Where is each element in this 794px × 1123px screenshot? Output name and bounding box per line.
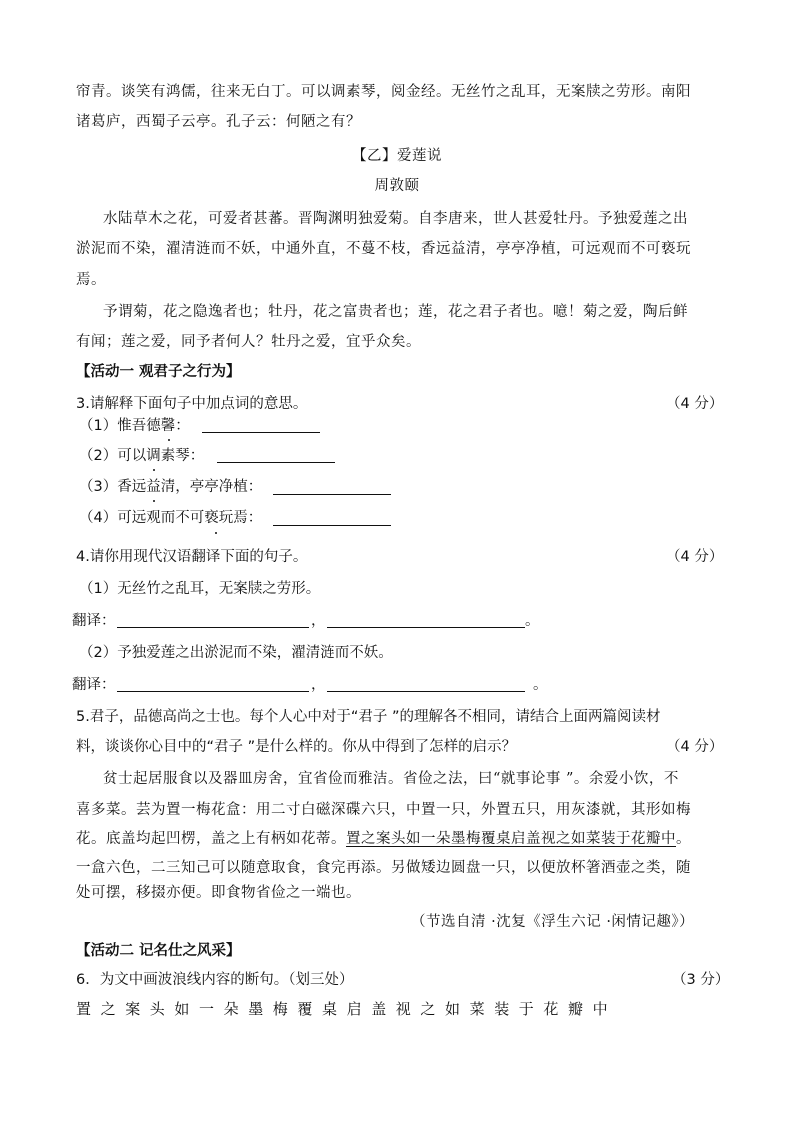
q4-prompt: 4.请你用现代汉语翻译下面的句子。 — [76, 549, 308, 565]
q4-period-2: 。 — [533, 677, 548, 693]
q4-score: （4 分） — [666, 549, 724, 565]
q4-item-1: （1）无丝竹之乱耳，无案牍之劳形。 — [79, 581, 321, 597]
passage-yi-p1-line1: 水陆草木之花，可爱者甚蕃。晋陶渊明独爱菊。自李唐来，世人甚爱牡丹。予独爱莲之出 — [103, 211, 688, 227]
q4-period-1: 。 — [525, 613, 540, 629]
passage-bing-line-5: 处可摆，移掇亦便。即食物省俭之一端也。 — [76, 885, 361, 901]
passage-jia-line-1: 帘青。谈笑有鸿儒，往来无白丁。可以调素琴，阅金经。无丝竹之乱耳，无案牍之劳形。南阳 — [76, 84, 691, 100]
q3-item-4: （4）可远观而不可亵玩焉： — [79, 510, 263, 526]
q4-translate-label-1: 翻译： — [72, 613, 116, 629]
q6-score: （3 分） — [672, 972, 730, 988]
q3-answer-blank-4[interactable] — [273, 525, 391, 526]
activity1-heading: 【活动一 观君子之行为】 — [76, 364, 241, 380]
q3-item-1: （1）惟吾德馨： — [79, 418, 190, 434]
passage-yi-title: 【乙】爱莲说 — [352, 148, 442, 164]
q3-prompt: 3.请解释下面句子中加点词的意思。 — [76, 396, 308, 412]
emphasis-dot — [153, 469, 155, 471]
passage-bing-line-1: 贫士起居服食以及器皿房舍，宜省俭而雅洁。省俭之法，曰“就事论事 ”。余爱小饮，不 — [103, 771, 679, 787]
q4-comma-2: ， — [311, 677, 326, 693]
passage-yi-p1-line2: 淤泥而不染，濯清涟而不妖，中通外直，不蔓不枝，香远益清，亭亭净植，可远观而不可亵玩 — [76, 241, 691, 257]
passage-jia-line-2: 诸葛庐，西蜀子云亭。孔子云：何陋之有？ — [76, 114, 361, 130]
emphasis-dot — [153, 500, 155, 502]
passage-bing-source: （节选自清 ·沈复《浮生六记 ·闲情记趣》） — [411, 914, 695, 930]
q5-line-2: 料，谈谈你心目中的“君子 ”是什么样的。你从中得到了怎样的启示？ — [76, 739, 517, 755]
q5-line-1: 5.君子，品德高尚之士也。每个人心中对于“君子 ”的理解各不相同，请结合上面两篇阅读材 — [76, 709, 661, 725]
passage-bing-line-3-a: 花。底盖均起凹楞，盖之上有柄如花蒂。 — [76, 831, 346, 847]
q4-translate-label-2: 翻译： — [72, 677, 116, 693]
q3-score: （4 分） — [666, 396, 724, 412]
activity2-heading: 【活动二 记名仕之风采】 — [76, 943, 241, 959]
q3-answer-blank-1[interactable] — [202, 432, 320, 433]
wavy-underlined-sentence: 置之案头如一朵墨梅覆桌启盖视之如菜装于花瓣中 — [346, 831, 676, 847]
q4-item-2: （2）予独爱莲之出淤泥而不染，濯清涟而不妖。 — [79, 645, 393, 661]
passage-yi-author: 周敦颐 — [374, 178, 420, 194]
passage-bing-line-3-c: 。 — [676, 831, 691, 847]
passage-bing-line-4: 一盒六色，二三知己可以随意取食，食完再添。另做矮边圆盘一只，以便放杯箸酒壶之类，随 — [76, 860, 691, 876]
passage-yi-p2-line2: 有闻；莲之爱，同予者何人？牡丹之爱，宜乎众矣。 — [76, 334, 421, 350]
q3-item-2: （2）可以调素琴： — [79, 448, 205, 464]
q6-sentence[interactable]: 置之案头如一朵墨梅覆桌启盖视之如菜装于花瓣中 — [76, 1000, 618, 1018]
passage-yi-p1-line3: 焉。 — [76, 272, 106, 288]
q4-answer-blank-2a[interactable] — [117, 691, 309, 692]
q3-item-3: （3）香远益清，亭亭净植： — [79, 479, 263, 495]
q4-comma-1: ， — [311, 613, 326, 629]
q3-answer-blank-3[interactable] — [273, 494, 391, 495]
passage-bing-line-2: 喜多菜。芸为置一梅花盒：用二寸白磁深碟六只，中置一只，外置五只，用灰漆就，其形如梅 — [76, 802, 691, 818]
q3-answer-blank-2[interactable] — [217, 462, 335, 463]
q6-prompt: 6．为文中画波浪线内容的断句。（划三处） — [76, 972, 354, 988]
q4-answer-blank-2b[interactable] — [327, 691, 525, 692]
passage-bing-line-3 — [76, 829, 691, 849]
q4-answer-blank-1b[interactable] — [327, 627, 525, 628]
q4-answer-blank-1a[interactable] — [117, 627, 309, 628]
emphasis-dot — [215, 532, 217, 534]
q5-score: （4 分） — [666, 739, 724, 755]
emphasis-dot — [168, 439, 170, 441]
passage-yi-p2-line1: 予谓菊，花之隐逸者也；牡丹，花之富贵者也；莲，花之君子者也。噫！菊之爱，陶后鲜 — [103, 304, 688, 320]
